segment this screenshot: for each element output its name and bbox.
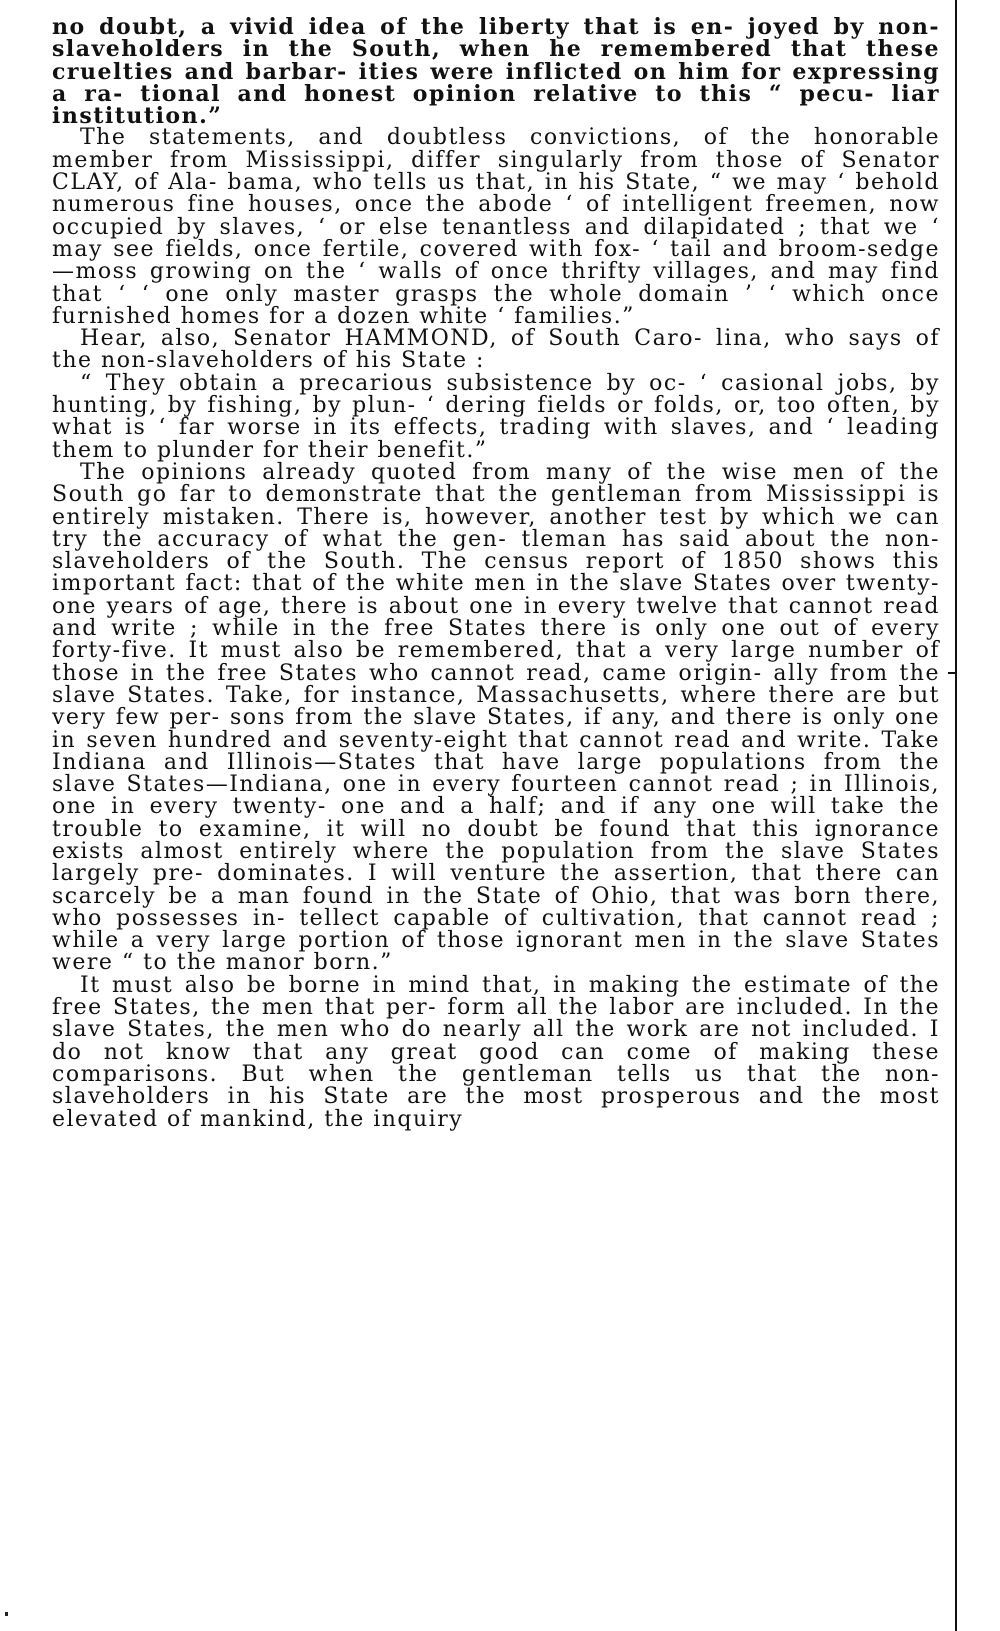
paragraph-senator-clay-quote: The statements, and doubtless convictions, of the honorable member from Mississippi, differ singularly from those of Senator CLAY, of Ala- bama, who tells us that, in his State, “ we may ‘ behold numerous fine houses, once the abode ‘ of intelligent freemen, now occupied by slaves, ‘ or else tenantless and dilapidated ; that we ‘ may see fields, once fertile, covered with fox- ‘ tail and broom-sedge—moss growing on the ‘ walls of once thrifty villages, and may find that ‘ ‘ one only master grasps the whole domain ’ ‘ which once furnished homes for a dozen white ‘ families.” — [52, 125, 940, 329]
paragraph-liberty-continuation: no doubt, a vivid idea of the liberty that is en- joyed by non-slaveholders in the South, when he remembered that these cruelties and barbar- ities were inflicted on him for expressing a ra- tional and honest opinion relative to this “ pecu- liar institution.” — [52, 14, 940, 130]
column-rule-mark — [948, 672, 956, 674]
paragraph-census-argument: The opinions already quoted from many of the wise men of the South go far to demonstrate that the gentleman from Mississippi is entirely mistaken. There is, however, another test by which we can try the accuracy of what the gen- tleman has said about the non-slaveholders of the South. The census report of 1850 shows this important fact: that of the white men in the slave States over twenty-one years of age, there is about one in every twelve that cannot read and write ; while in the free States there is only one out of every forty-five. It must also be remembered, that a very large number of those in the free States who cannot read, came origin- ally from the slave States. Take, for instance, Massachusetts, where there are but very few per- sons from the slave States, if any, and there is only one in seven hundred and seventy-eight that cannot read and write. Take Indiana and Illinois—States that have large populations from the slave States—Indiana, one in every fourteen cannot read ; in Illinois, one in every twenty- one and a half; and if any one will take the trouble to examine, it will no doubt be found that this ignorance exists almost entirely where the population from the slave States largely pre- dominates. I will venture the assertion, that there can scarcely be a man found in the State of Ohio, that was born there, who possesses in- tellect capable of cultivation, that cannot read ; while a very large portion of those ignorant men in the slave States were “ to the manor born.” — [52, 459, 940, 976]
column-rule — [955, 0, 957, 1631]
paragraph-labor-estimate: It must also be borne in mind that, in making the estimate of the free States, the men that per- form all the labor are included. In the slave States, the men who do nearly all the work are not included. I do not know that any great good can come of making these comparisons. But when the gentleman tells us that the non- slaveholders in his State are the most prosperous and the most elevated of mankind, the inquiry — [52, 972, 940, 1132]
paragraph-hammond-quote: “ They obtain a precarious subsistence by oc- ‘ casional jobs, by hunting, by fishing, by plun- ‘ dering fields or folds, or, too often, by what is ‘ far worse in its effects, trading with slaves, and ‘ leading them to plunder for their benefit.” — [52, 370, 940, 463]
print-speck — [5, 1612, 8, 1616]
paragraph-senator-hammond-intro: Hear, also, Senator HAMMOND, of South Caro- lina, who says of the non-slaveholders of his State : — [52, 326, 940, 374]
article-column — [52, 16, 940, 1616]
